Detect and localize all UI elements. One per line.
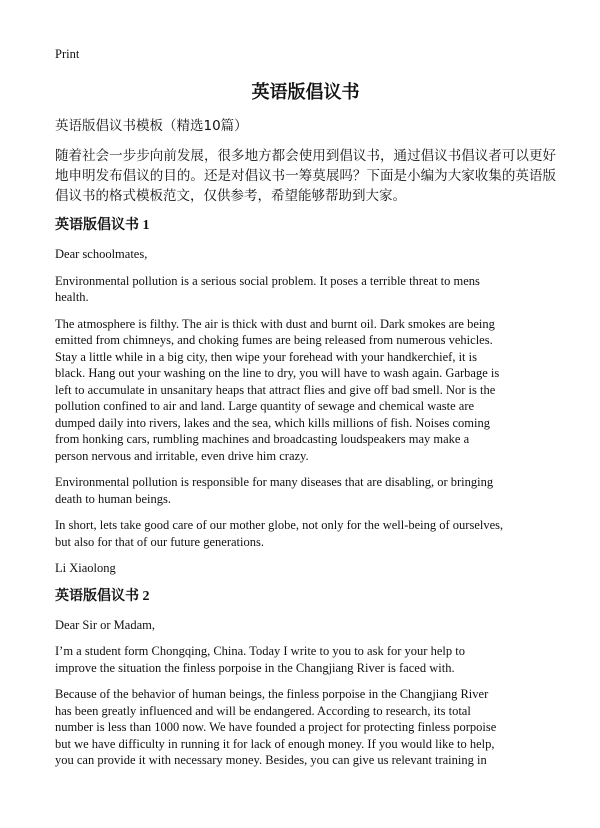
paragraph-line: In short, lets take good care of our mother globe, not only for the well-being of ourselves,	[55, 518, 504, 532]
body-paragraph	[55, 686, 556, 769]
paragraph-line: has been greatly influenced and will be endangered. According to research, its total	[55, 703, 471, 718]
body-paragraph	[55, 273, 556, 306]
paragraph-line: Stay a little while in a big city, then wipe your forehead with your handkerchief, it is	[55, 349, 477, 364]
paragraph-line: pollution confined to air and land. Large quantity of sewage and chemical waste are	[55, 399, 475, 413]
paragraph-line: you can provide it with necessary money. Besides, you can give us relevant training in	[55, 753, 487, 767]
body-paragraph	[55, 474, 556, 507]
body-paragraph	[55, 316, 556, 465]
paragraph-line: improve the situation the finless porpoise in the Changjiang River is faced with.	[55, 660, 455, 675]
print-label: Print	[55, 47, 80, 61]
paragraph-line: black. Hang out your washing on the line to dry, you will have to wash again. Garbage is	[55, 366, 500, 380]
paragraph-line: left to accumulate in unsanitary heaps that attract flies and give off bad smell. Nor is the	[55, 382, 496, 397]
paragraph-line: dumped daily into rivers, lakes and the sea, which kills millions of fish. Noises coming	[55, 415, 491, 430]
paragraph-line: death to human beings.	[55, 491, 171, 506]
paragraph-line: emitted from chimneys, and choking fumes are being released from numerous vehicles.	[55, 333, 493, 347]
body-paragraph	[55, 246, 556, 263]
paragraph-line: person nervous and irritable, even drive him crazy.	[55, 448, 309, 463]
paragraph-line: Li Xiaolong	[55, 561, 116, 575]
paragraph-line: number is less than 1000 now. We have founded a project for protecting finless porpoise	[55, 720, 497, 734]
paragraph-line: but we have difficulty in running it for lack of enough money. If you would like to help,	[55, 736, 495, 751]
paragraph-line: Because of the behavior of human beings, the finless porpoise in the Changjiang River	[55, 687, 489, 701]
section-heading: 英语版倡议书 2	[55, 588, 150, 604]
paragraph-line: I’m a student form Chongqing, China. Today I write to you to ask for your help to	[55, 644, 465, 658]
body-paragraph	[55, 560, 556, 577]
paragraph-line: but also for that of our future generations.	[55, 534, 264, 549]
intro-paragraph: 随着社会一步步向前发展，很多地方都会使用到倡议书，通过倡议书倡议者可以更好地申明发布倡议的目的。还是对倡议书一筹莫展吗？下面是小编为大家收集的英语版倡议书的格式模板范文，仅供参考，希望能够帮助到大家。	[55, 148, 556, 204]
body-paragraph	[55, 517, 556, 550]
paragraph-line: health.	[55, 290, 89, 304]
paragraph-line: The atmosphere is filthy. The air is thick with dust and burnt oil. Dark smokes are being	[55, 316, 495, 331]
section-heading: 英语版倡议书 1	[55, 218, 150, 233]
body-paragraph	[55, 643, 556, 676]
document-title: 英语版倡议书	[251, 82, 360, 103]
paragraph-line: Dear Sir or Madam,	[55, 617, 155, 632]
paragraph-line: Dear schoolmates,	[55, 247, 148, 261]
paragraph-line: Environmental pollution is responsible for many diseases that are disabling, or bringing	[55, 475, 494, 489]
sections-container	[55, 216, 556, 769]
body-paragraph	[55, 617, 556, 634]
paragraph-line: from honking cars, rumbling machines and broadcasting loudspeakers may make a	[55, 432, 470, 446]
paragraph-line: Environmental pollution is a serious social problem. It poses a terrible threat to mens	[55, 273, 480, 288]
document-subtitle: 英语版倡议书模板（精选10篇）	[55, 118, 248, 134]
